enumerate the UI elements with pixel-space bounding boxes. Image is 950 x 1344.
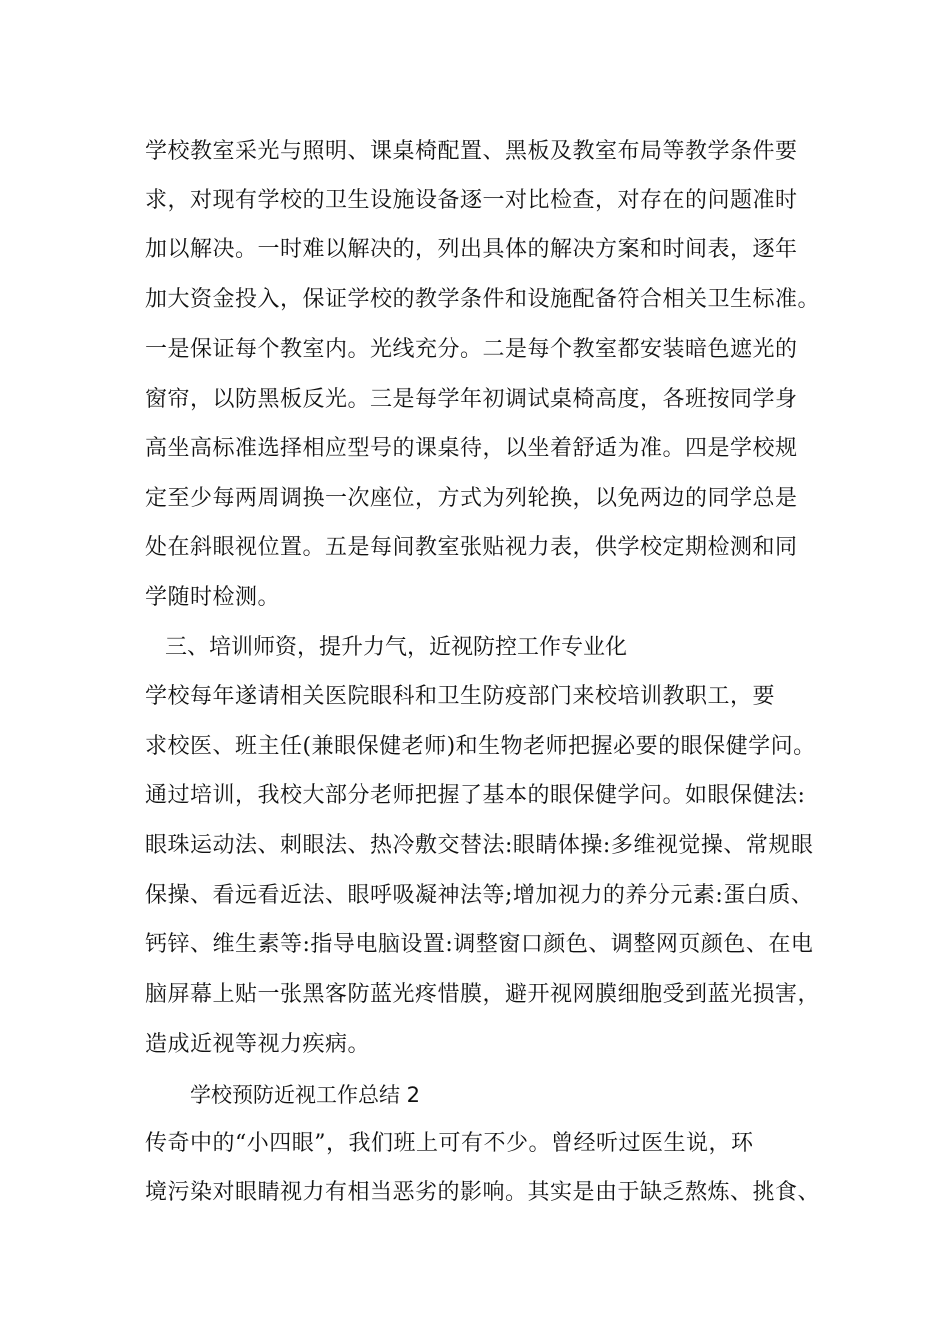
paragraph-1-line-10: 学随时检测。 [145, 585, 281, 610]
paragraph-1-line-2: 求，对现有学校的卫生设施设备逐一对比检查，对存在的问题准时 [145, 188, 798, 213]
paragraph-2-line-8: 造成近视等视力疾病。 [145, 1032, 371, 1057]
paragraph-1-line-5: 一是保证每个教室内。光线充分。二是每个教室都安装暗色遮光的 [145, 337, 798, 362]
paragraph-1-line-7: 高坐高标准选择相应型号的课桌待，以坐着舒适为准。四是学校规 [145, 436, 798, 461]
paragraph-2-line-3: 通过培训，我校大部分老师把握了基本的眼保健学问。如眼保健法: [145, 783, 806, 808]
paragraph-1-line-8: 定至少每两周调换一次座位，方式为列轮换，以免两边的同学总是 [145, 486, 798, 511]
paragraph-3-line-2: 境污染对眼睛视力有相当恶劣的影响。其实是由于缺乏熬炼、挑食、 [145, 1180, 821, 1205]
paragraph-2-line-2: 求校医、班主任(兼眼保健老师)和生物老师把握必要的眼保健学问。 [145, 734, 816, 759]
paragraph-2-line-1: 学校每年遂请相关医院眼科和卫生防疫部门来校培训教职工，要 [145, 684, 776, 709]
paragraph-1-line-4: 加大资金投入，保证学校的教学条件和设施配备符合相关卫生标准。 [145, 287, 821, 312]
paragraph-1-line-3: 加以解决。一时难以解决的，列出具体的解决方案和时间表，逐年 [145, 237, 798, 262]
section-heading: 三、培训师资，提升力气，近视防控工作专业化 [165, 635, 628, 660]
paragraph-2-line-5: 保操、看远看近法、眼呼吸凝神法等;增加视力的养分元素:蛋白质、 [145, 883, 814, 908]
paragraph-3-line-1: 传奇中的“小四眼”，我们班上可有不少。曾经听过医生说，环 [145, 1131, 754, 1156]
paragraph-2-line-4: 眼珠运动法、刺眼法、热冷敷交替法:眼睛体操:多维视觉操、常规眼 [145, 833, 814, 858]
paragraph-1-line-9: 处在斜眼视位置。五是每间教室张贴视力表，供学校定期检测和同 [145, 535, 798, 560]
paragraph-2-line-7: 脑屏幕上贴一张黑客防蓝光疼惜膜，避开视网膜细胞受到蓝光损害， [145, 982, 821, 1007]
document-subtitle: 学校预防近视工作总结 2 [190, 1083, 421, 1107]
paragraph-1-line-1: 学校教室采光与照明、课桌椅配置、黑板及教室布局等教学条件要 [145, 139, 798, 164]
paragraph-1-line-6: 窗帘，以防黑板反光。三是每学年初调试桌椅高度，各班按同学身 [145, 387, 798, 412]
paragraph-2-line-6: 钙锌、维生素等:指导电脑设置:调整窗口颜色、调整网页颜色、在电 [145, 932, 814, 957]
